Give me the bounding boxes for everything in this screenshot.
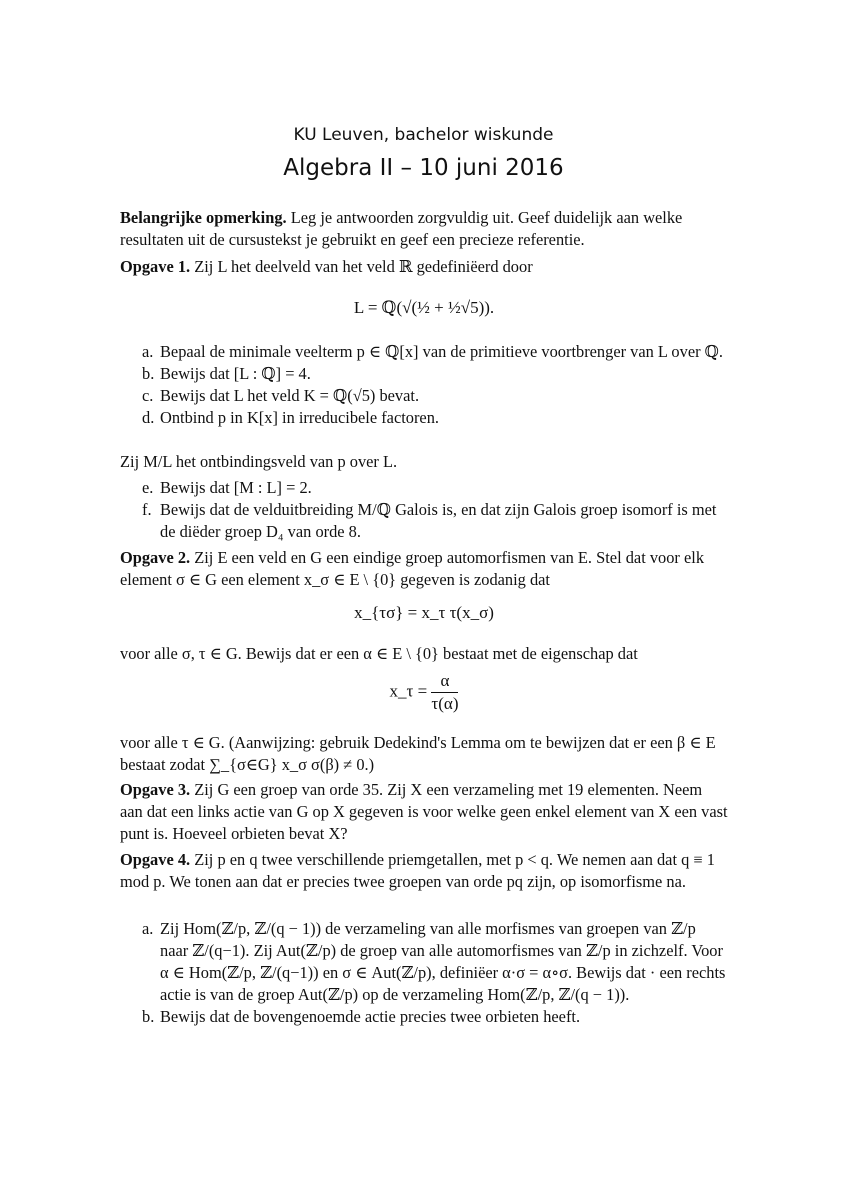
- q2-equation-1: x_{τσ} = x_τ τ(x_σ): [354, 603, 494, 622]
- q4-item-a: a. Zij Hom(ℤ/p, ℤ/(q − 1)) de verzameling van alle morfismes van groepen van ℤ/p naar ℤ/(q−1). Zij Aut(ℤ/p) de groep van alle automorfismes van ℤ/p in zichzelf. Voor α ∈ Hom(ℤ/p, ℤ/(q−1)) en σ ∈ Aut(ℤ/p), definiëer α·σ = α∘σ. Bewijs dat · een rechts actie is van de groep Aut(ℤ/p) op de verzameling Hom(ℤ/p, ℤ/(q − 1)).: [142, 919, 726, 1004]
- q2-middle: voor alle σ, τ ∈ G. Bewijs dat er een α ∈ E \ {0} bestaat met de eigenschap dat: [120, 644, 638, 663]
- q1-item-c: c. Bewijs dat L het veld K = ℚ(√5) bevat.: [142, 386, 420, 405]
- q1-intro-text: Zij L het deelveld van het veld ℝ gedefiniëerd door: [194, 257, 533, 276]
- q3-label: Opgave 3.: [120, 780, 191, 799]
- q1-items: [120, 341, 728, 429]
- q1-item-b: b. Bewijs dat [L : ℚ] = 4.: [142, 364, 311, 383]
- q1-middle: Zij M/L het ontbindingsveld van p over L.: [120, 452, 398, 471]
- q1-item-d: d. Ontbind p in K[x] in irreducibele factoren.: [142, 408, 440, 427]
- question-1-intro: [120, 256, 728, 278]
- q2-intro-text: Zij E een veld en G een eindige groep automorfismen van E. Stel dat voor elk element σ ∈ G een element x_σ ∈ E \ {0} gegeven is zodanig dat: [120, 548, 705, 589]
- q1-item-f: f. Bewijs dat de velduitbreiding M/ℚ Galois is, en dat zijn Galois groep isomorf is met de diëder groep D₄ van orde 8.: [142, 500, 717, 541]
- remark-text: Leg je antwoorden zorgvuldig uit. Geef duidelijk aan welke resultaten uit de cursustekst je gebruikt en geef een precieze referentie.: [120, 208, 683, 249]
- q4-label: Opgave 4.: [120, 850, 191, 869]
- q1-items-2: [120, 477, 728, 543]
- q2-equation-2: x_τ = $\frac{\alpha}{\tau(\alpha)}$: [389, 671, 459, 713]
- q2-label: Opgave 2.: [120, 548, 191, 567]
- institution-line: KU Leuven, bachelor wiskunde: [293, 125, 554, 145]
- q3-text: Zij G een groep van orde 35. Zij X een verzameling met 19 elementen. Neem aan dat een links actie van G op X gegeven is voor welke geen enkel element van X een vast punt is. Hoeveel orbieten bevat X?: [120, 780, 728, 843]
- q4-intro-text: Zij p en q twee verschillende priemgetallen, met p < q. We nemen aan dat q ≡ 1 mod p. We tonen aan dat er precies twee groepen van orde pq zijn, op isomorfisme na.: [120, 850, 715, 891]
- q4-item-b: b. Bewijs dat de bovengenoemde actie precies twee orbieten heeft.: [142, 1007, 581, 1026]
- question-4-intro: [120, 849, 728, 893]
- exam-title: Algebra II – 10 juni 2016: [283, 155, 564, 181]
- q2-outro: voor alle τ ∈ G. (Aanwijzing: gebruik Dedekind's Lemma om te bewijzen dat er een β ∈ E bestaat zodat ∑_{σ∈G} x_σ σ(β) ≠ 0.): [120, 733, 716, 774]
- q4-items: [120, 918, 728, 1028]
- q1-item-a: a. Bepaal de minimale veelterm p ∈ ℚ[x] van de primitieve voortbrenger van L over ℚ.: [142, 342, 724, 361]
- question-3: [120, 779, 728, 845]
- important-remark: [120, 207, 728, 251]
- question-2-intro: [120, 547, 728, 591]
- q1-label: Opgave 1.: [120, 257, 191, 276]
- q1-item-e: e. Bewijs dat [M : L] = 2.: [142, 478, 312, 497]
- remark-label: Belangrijke opmerking.: [120, 208, 287, 227]
- q1-equation: L = ℚ(√(½ + ½√5)).: [353, 298, 495, 317]
